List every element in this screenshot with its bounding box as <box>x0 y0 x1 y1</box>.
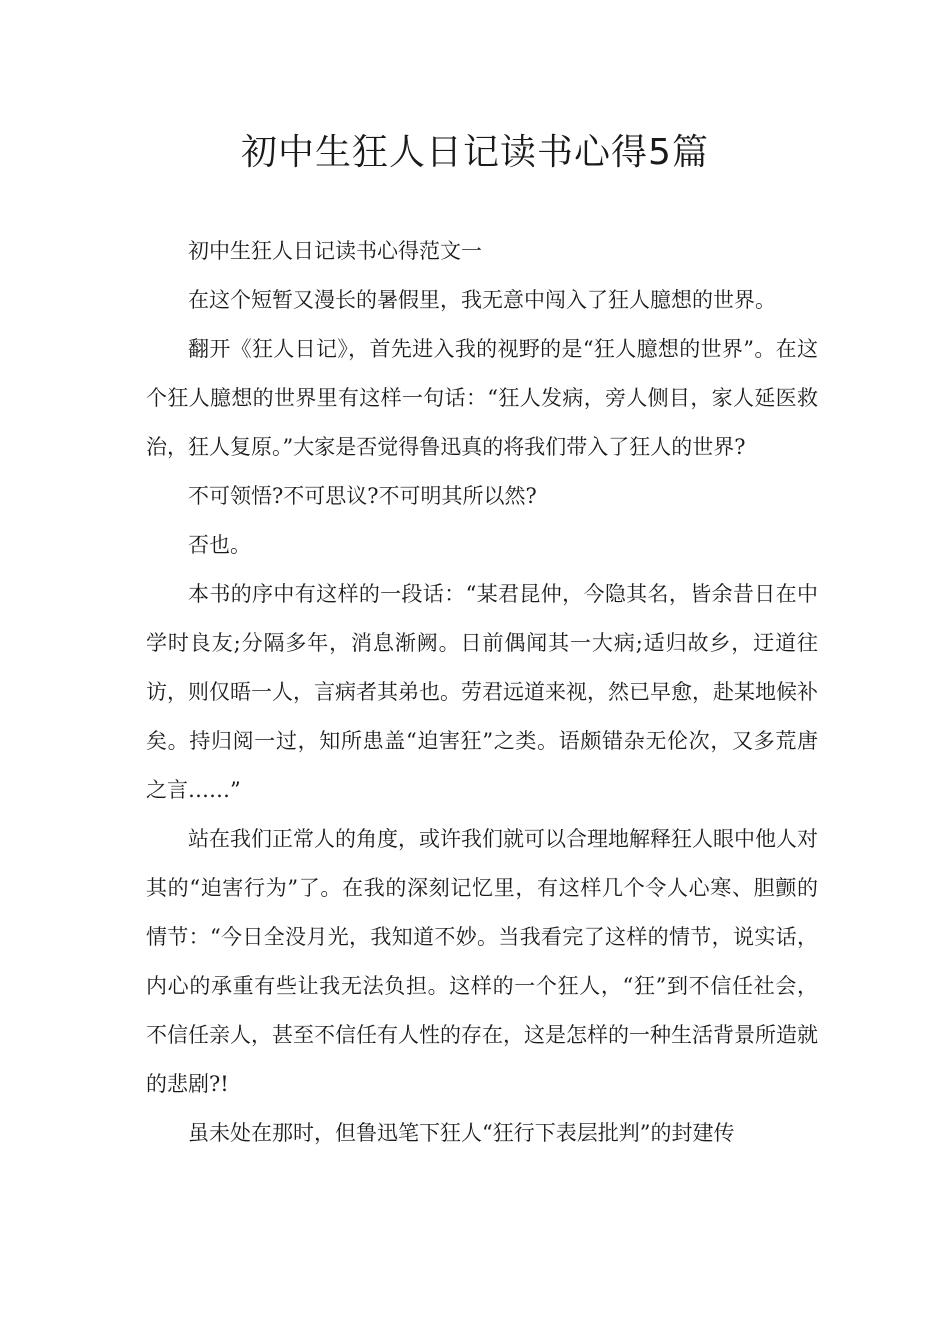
paragraph: 否也。 <box>188 533 251 557</box>
paragraph: 本书的序中有这样的一段话：“某君昆仲，今隐其名，皆余昔日在中学时良友;分隔多年，消息渐阙。日前偶闻其一大病;适归故乡，迂道往访，则仅晤一人，言病者其弟也。劳君远道来视，然已早愈，赴某地候补矣。持归阅一过，知所患盖“迫害狂”之类。语颇错杂无伦次，又多荒唐之言……” <box>146 582 818 802</box>
document-body <box>146 227 818 1158</box>
paragraph: 站在我们正常人的角度，或许我们就可以合理地解释狂人眼中他人对其的“迫害行为”了。在我的深刻记忆里，有这样几个令人心寒、胆颤的情节：“今日全没月光，我知道不妙。当我看完了这样的情节，说实话，内心的承重有些让我无法负担。这样的一个狂人，“狂”到不信任社会，不信任亲人，甚至不信任有人性的存在，这是怎样的一种生活背景所造就的悲剧?! <box>146 827 818 1096</box>
paragraph: 不可领悟?不可思议?不可明其所以然? <box>188 484 537 508</box>
document-title: 初中生狂人日记读书心得5篇 <box>241 132 709 173</box>
paragraph: 初中生狂人日记读书心得范文一 <box>188 239 482 263</box>
paragraph: 在这个短暂又漫长的暑假里，我无意中闯入了狂人臆想的世界。 <box>188 288 776 312</box>
paragraph: 虽未处在那时，但鲁迅笔下狂人“狂行下表层批判”的封建传 <box>188 1121 735 1145</box>
paragraph: 翻开《狂人日记》，首先进入我的视野的是“狂人臆想的世界”。在这个狂人臆想的世界里有这样一句话：“狂人发病，旁人侧目，家人延医救治，狂人复原。”大家是否觉得鲁迅真的将我们带入了狂人的世界? <box>146 337 818 459</box>
